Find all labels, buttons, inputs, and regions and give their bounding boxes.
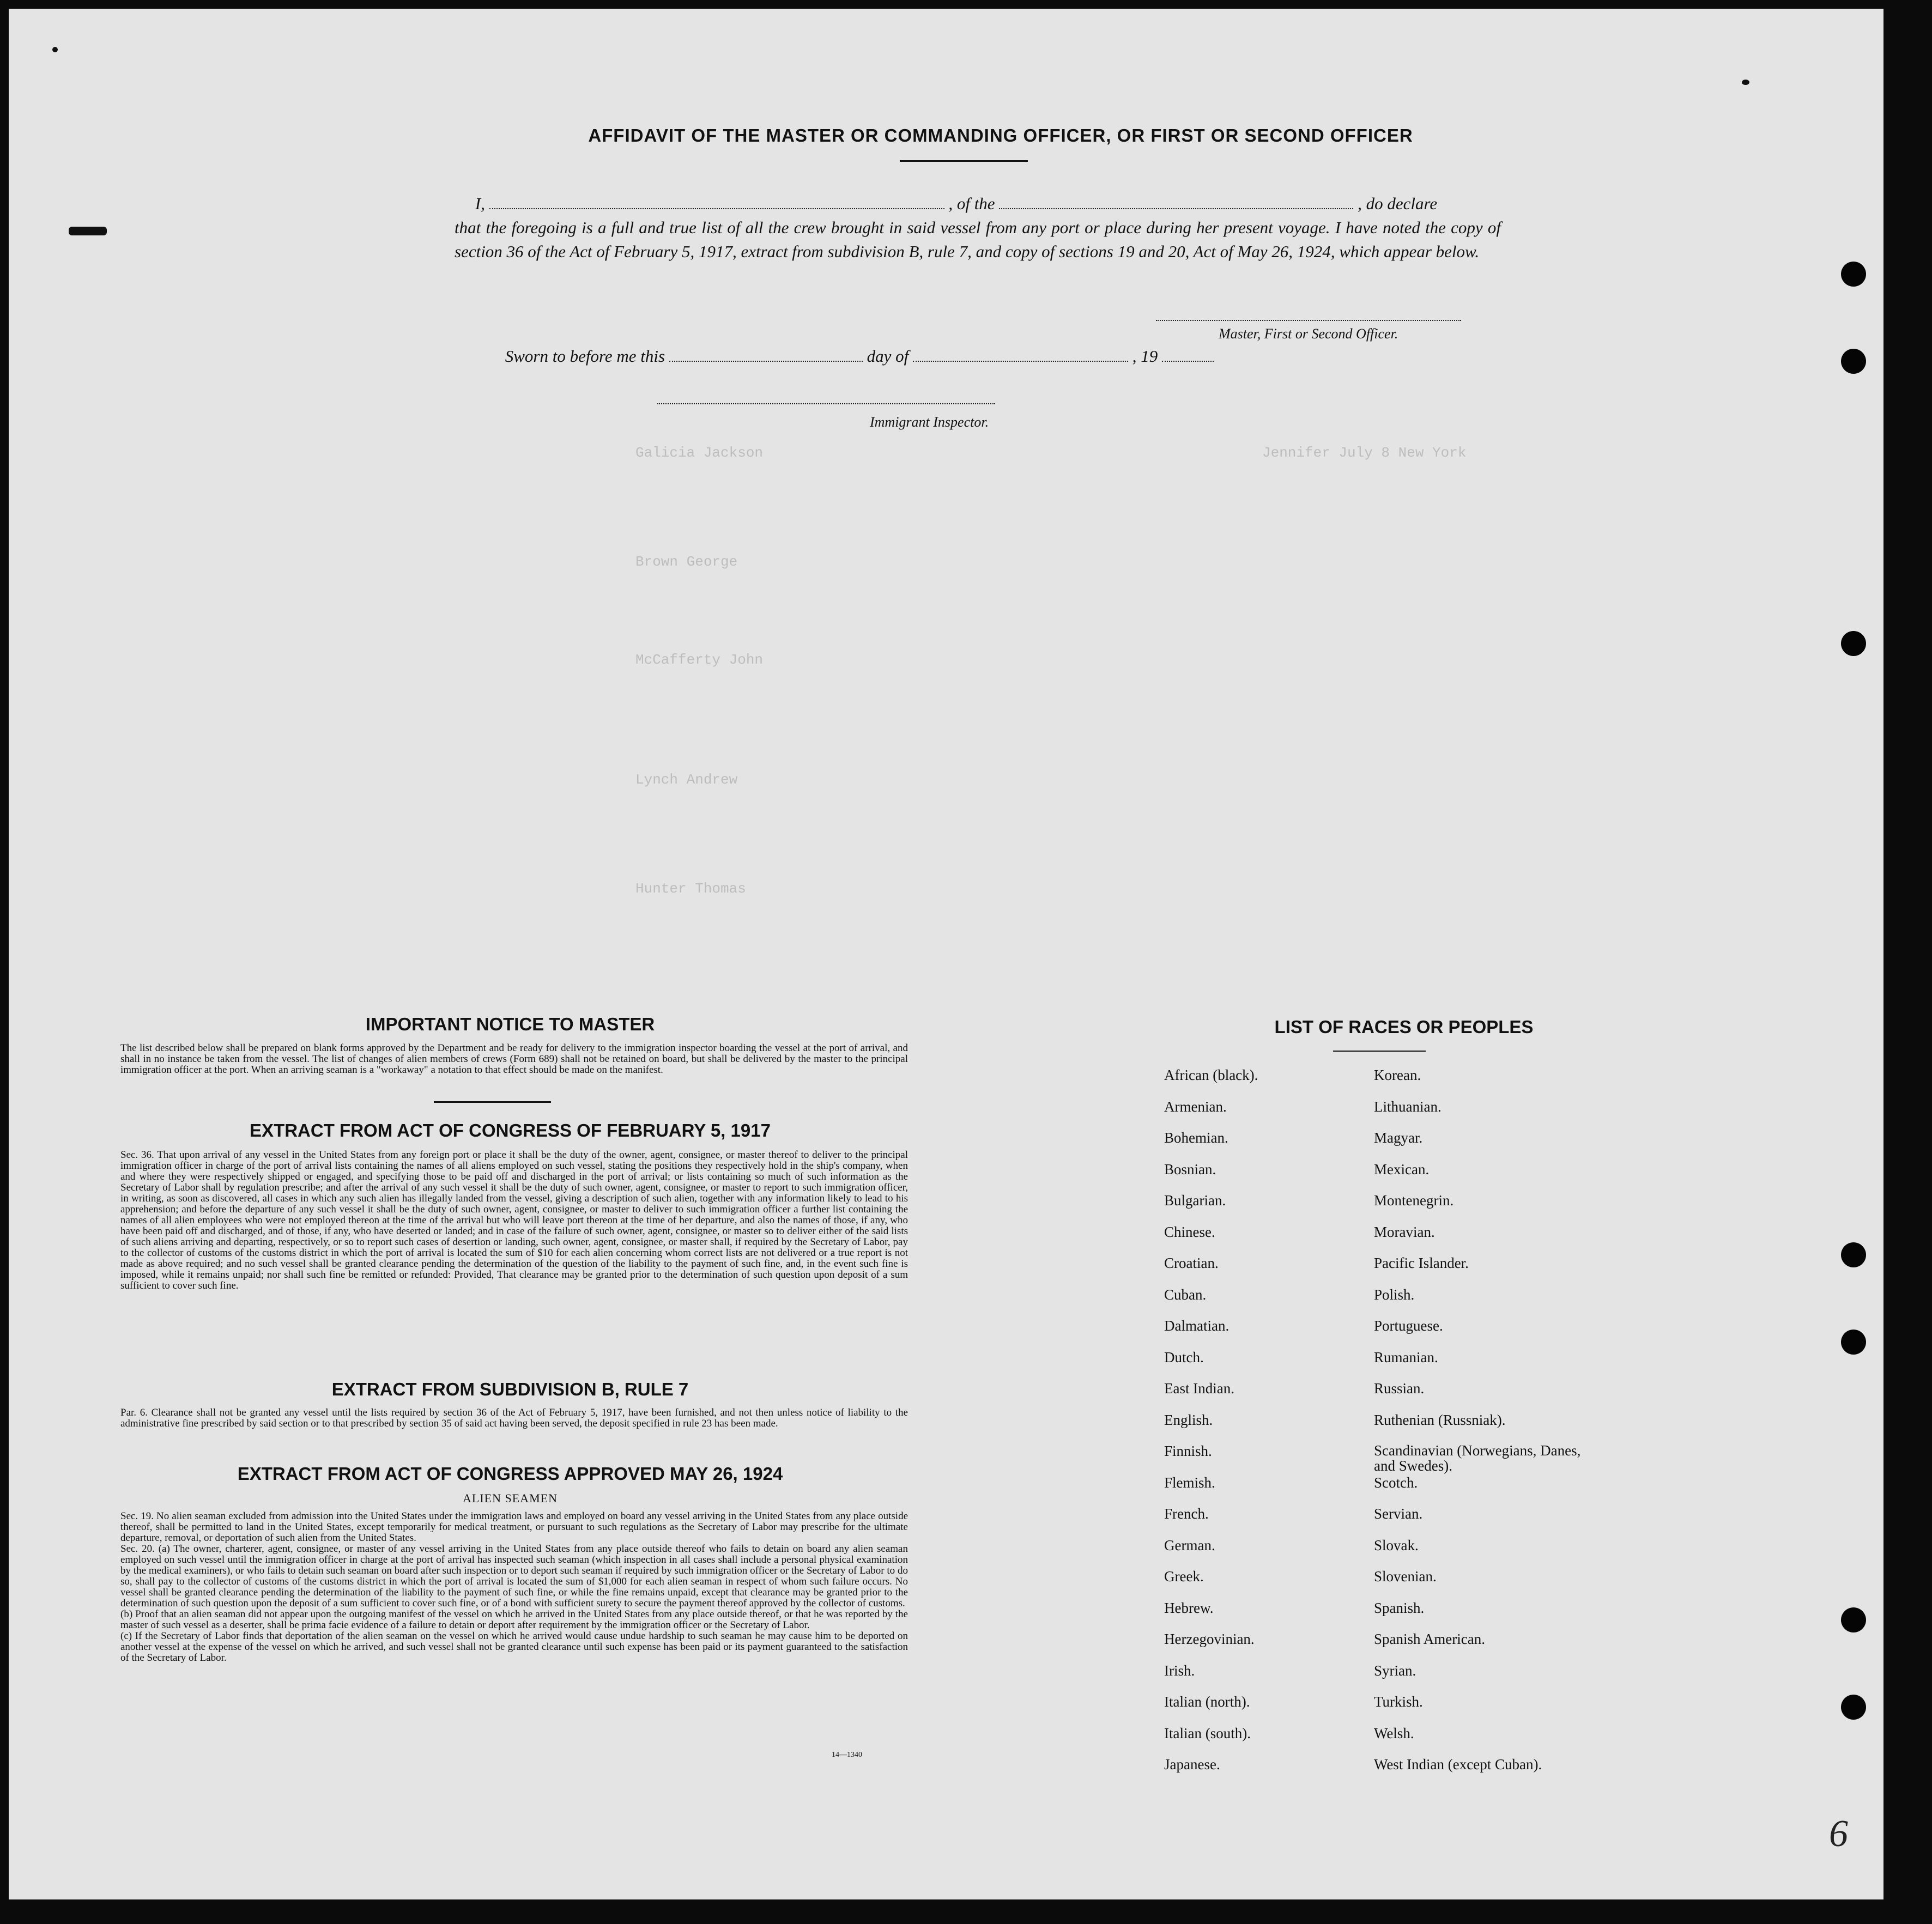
race-item: East Indian.: [1164, 1380, 1234, 1397]
race-item: Moravian.: [1374, 1223, 1435, 1240]
notice-body: The list described below shall be prepared on blank forms approved by the Department and be ready for delivery to the immigration inspector boarding the vessel at the port of arrival, and shall in no instance be taken from the vessel. The list of changes of alien members of crews (Form 689) shall not be retained on board, but shall be delivered by the master to the principal immigration officer at the port. When an arriving seaman is a "workaway" a notation to that effect should be made on the manifest.: [120, 1042, 908, 1076]
race-item: Bosnian.: [1164, 1161, 1216, 1178]
punch-hole: [1841, 631, 1866, 656]
document-page: Galicia Jackson Jennifer July 8 New York Brown George McCafferty John Lynch Andrew Hunter Thomas AFFIDAVIT OF THE MASTER OR COMMANDING OFFICER, OR FIRST OR SECOND OFFICER I, , of the , do declare that the foregoing is a full and true list of all the crew brought in said vessel from any port or place during her present voyage. I have noted the copy of section 36 of the Act of February 5, 1917, extract from subdivision B, rule 7, and copy of sections 19 and 20, Act of May 26, 1924, which appear below. Master, First or Second Officer. Sworn to before me this day of , 19 Immigrant Inspector. IMPORTANT NOTICE TO MASTER The list described below shall be prepared on blank forms approved by the Department and be ready for delivery to the immigration inspector boarding the vessel at the port of arrival, and shall in no instance be taken from the vessel. The list of changes of alien members of crews (Form 689) shall not be retained on board, but shall be delivered by the master to the principal immigration officer at the port. When an arriving seaman is a "workaway" a notation to that effect should be made on the manifest. EXTRACT FROM ACT OF CONGRESS OF FEBRUARY 5, 1917 Sec. 36. That upon arrival of any vessel in the United States from any foreign port or place it shall be the duty of the owner, agent, consignee, or master thereof to deliver to the principal immigration officer in charge of the port of arrival lists containing the names of all aliens employed on such vessel, stating the positions they respectively hold in the ship's company, when and where they were respectively shipped or engaged, and specifying those to be paid off and discharged in the port of arrival; or lists containing so much of such information as the Secretary of Labor shall by regulation prescribe; and after the arrival of any such vessel it shall be the duty of such owner, agent, consignee, or master to report to such immigration officer, in writing, as soon as discovered, all cases in which any such alien has illegally landed from the vessel, giving a description of such alien, together with any information likely to lead to his apprehension; and before the departure of any such vessel it shall be the duty of such owner, agent, consignee, or master to deliver to such immigration officer a further list containing the names of all alien employees who were not employed thereon at the time of the arrival but who will leave port thereon at the time of her departure, and also the names of those, if any, who have been paid off and discharged, and of those, if any, who have deserted or landed; and in case of the failure of such owner, agent, consignee, or master so to deliver either of the said lists of such aliens arriving and departing, respectively, or so to report such cases of desertion or landing, such owner, agent, consignee, or master shall, if required by the Secretary of Labor, pay to the collector of customs of the customs district in which the port of arrival is located the sum of $10 for each alien concerning whom correct lists are not delivered or a true report is not made as above required; and no such vessel shall be granted clearance pending the determination of the question of the liability to the payment of such fine, and, in the event such fine is imposed, while it remains unpaid; nor shall such fine be remitted or refunded: Provided, That clearance may be granted prior to the determination of such question upon deposit of a sum sufficient to cover such fine. EXTRACT FROM SUBDIVISION B, RULE 7 Par. 6. Clearance shall not be granted any vessel until the lists required by section 36 of the Act of February 5, 1917, have been furnished, and not then unless notice of liability to the administrative fine prescribed by said section or to that prescribed by section 35 of said act having been served, the deposit specified in rule 23 has been made. EXTRACT FROM ACT OF CONGRESS APPROVED MAY 26, 1924 ALIEN SEAMEN Sec. 19. No alien seaman excluded from admission into the United States under the immigration laws and employed on board any vessel arriving in the United States from any place outside thereof, shall be permitted to land in the United States, except temporarily for medical treatment, or pursuant to such regulations as the Secretary of Labor may prescribe for the ultimate departure, removal, or deportation of such alien from the United States. Sec. 20. (a) The owner, charterer, agent, consignee, or master of any vessel arriving in the United States from any place outside thereof who fails to detain on board any alien seaman employed on such vessel until the immigration officer in charge at the port of arrival has inspected such seaman (which inspection in all cases shall include a personal physical examination by the medical examiners), or who fails to detain such seaman on board after such inspection or to deport such seaman if required by such immigration officer or the Secretary of Labor to do so, shall pay to the collector of customs of the customs district in which the port of arrival is located the sum of $1,000 for each alien seaman in respect of whom such failure occurs. No vessel shall be granted clearance pending the determination of the liability to the payment of such fine, or while the fine remains unpaid, except that clearance may be granted prior to the determination of such question upon the deposit of a sum sufficient to cover such fine, or of a bond with sufficient surety to secure the payment thereof approved by the collector of customs. (b) Proof that an alien seaman did not appear upon the outgoing manifest of the vessel on which he arrived in the United States from any place outside thereof, or that he was reported by the master of such vessel as a deserter, shall be prima facie evidence of a failure to detain or deport after requirement by the immigration officer or the Secretary of Labor. (c) If the Secretary of Labor finds that deportation of the alien seaman on the vessel on which he arrived would cause undue hardship to such seaman he may cause him to be deported on another vessel at the expense of the vessel on which he arrived, and such vessel shall not be granted clearance until such expense has been paid or its payment guaranteed to the satisfaction of the Secretary of Labor. 14—1340 LIST OF RACES OR PEOPLES African (black). Armenian. Bohemian. Bosnian. Bulgarian. Chinese. Croatian. Cuban. Dalmatian. Dutch. East Indian. English. Finnish. Flemish. French. German. Greek. Hebrew. Herzegovinian. Irish. Italian (north). Italian (south). Japanese. Korean. Lithuanian. Magyar. Mexican. Montenegrin. Moravian. Pacific Islander. Polish. Portuguese. Rumanian. Russian. Ruthenian (Russniak). Scandinavian (Norwegians, Danes, and Swedes). Scotch. Servian. Slovak. Slovenian. Spanish. Spanish American. Syrian. Turkish. Welsh. West Indian (except Cuban). 6: [9, 9, 1883, 1899]
vessel-blank[interactable]: [999, 195, 1353, 209]
race-item: Scandinavian (Norwegians, Danes, and Swedes).: [1374, 1442, 1581, 1474]
race-item: German.: [1164, 1537, 1215, 1553]
affidavit-declaration: [455, 192, 1501, 264]
race-item: Cuban.: [1164, 1286, 1207, 1303]
race-item: Mexican.: [1374, 1161, 1430, 1178]
sworn-day-blank[interactable]: [669, 348, 863, 362]
form-number: 14—1340: [832, 1751, 862, 1759]
race-item: African (black).: [1164, 1067, 1258, 1083]
punch-hole: [1841, 1695, 1866, 1720]
punch-hole: [1841, 1607, 1866, 1632]
races-right-column: [1374, 1067, 1603, 1788]
races-title: LIST OF RACES OR PEOPLES: [1274, 1017, 1534, 1037]
declaration-do-declare: , do declare: [1358, 194, 1438, 213]
sworn-year-blank[interactable]: [1162, 348, 1214, 362]
race-item: Herzegovinian.: [1164, 1631, 1255, 1647]
race-item: Korean.: [1374, 1067, 1421, 1083]
master-signature-line[interactable]: [1156, 320, 1461, 321]
punch-hole: [1841, 1330, 1866, 1355]
title-rule: [900, 160, 1028, 162]
race-item: Montenegrin.: [1374, 1192, 1454, 1209]
race-item: Scotch.: [1374, 1474, 1418, 1491]
subdivision-b-title: EXTRACT FROM SUBDIVISION B, RULE 7: [331, 1379, 689, 1399]
race-item: Pacific Islander.: [1374, 1255, 1469, 1271]
sworn-month-blank[interactable]: [913, 348, 1128, 362]
subdivision-b-body: Par. 6. Clearance shall not be granted any vessel until the lists required by section 36 of the Act of February 5, 1917, have been furnished, and not then unless notice of liability to the administrative fine prescribed by said section or to that prescribed by section 35 of said act having been served, the deposit specified in rule 23 has been made.: [120, 1407, 908, 1429]
race-item: Finnish.: [1164, 1443, 1212, 1459]
sworn-day-of: day of: [867, 347, 909, 366]
race-item: English.: [1164, 1411, 1213, 1428]
scan-speck: [69, 227, 107, 235]
race-item: Bulgarian.: [1164, 1192, 1226, 1209]
punch-hole: [1841, 1242, 1866, 1267]
race-item: Flemish.: [1164, 1474, 1215, 1491]
race-item: Lithuanian.: [1374, 1098, 1442, 1115]
scan-speck: [52, 47, 58, 52]
races-rule: [1333, 1051, 1426, 1052]
race-item: West Indian (except Cuban).: [1374, 1756, 1542, 1773]
race-item: Slovenian.: [1374, 1568, 1437, 1585]
race-item: Armenian.: [1164, 1098, 1227, 1115]
race-item: Servian.: [1374, 1506, 1423, 1522]
punch-hole: [1841, 349, 1866, 374]
declaration-body: that the foregoing is a full and true list of all the crew brought in said vessel from any port or place during her present voyage. I have noted the copy of section 36 of the Act of February 5, 1917, extract from subdivision B, rule 7, and copy of sections 19 and 20, Act of May 26, 1924, which appear below.: [455, 218, 1501, 261]
handwritten-mark: 6: [1829, 1813, 1848, 1855]
section-19: Sec. 19. No alien seaman excluded from admission into the United States under the immigration laws and employed on board any vessel arriving in the United States from any place outside thereof, shall be permitted to land in the United States, except temporarily for medical treatment, or pursuant to such regulations as the Secretary of Labor may prescribe for the ultimate departure, removal, or deportation of such alien from the United States.: [120, 1510, 908, 1544]
master-signature-label: Master, First or Second Officer.: [1219, 326, 1398, 342]
inspector-signature-label: Immigrant Inspector.: [870, 414, 989, 430]
declaration-of-the: , of the: [948, 194, 995, 213]
affidavit-title: AFFIDAVIT OF THE MASTER OR COMMANDING OFFICER, OR FIRST OR SECOND OFFICER: [588, 125, 1413, 145]
race-item: Italian (south).: [1164, 1725, 1251, 1741]
race-item: Portuguese.: [1374, 1318, 1443, 1334]
race-item: Dalmatian.: [1164, 1318, 1230, 1334]
race-item: Spanish American.: [1374, 1631, 1485, 1647]
race-item: Italian (north).: [1164, 1694, 1250, 1710]
name-blank[interactable]: [489, 195, 944, 209]
race-item: Irish.: [1164, 1662, 1195, 1679]
race-item: Dutch.: [1164, 1349, 1204, 1365]
scan-speck: [1742, 80, 1749, 85]
section-20a: Sec. 20. (a) The owner, charterer, agent, consignee, or master of any vessel arriving in the United States from any place outside thereof who fails to detain on board any alien seaman employed on such vessel until the immigration officer in charge at the port of arrival has inspected such seaman (which inspection in all cases shall include a personal physical examination by the medical examiners), or who fails to detain such seaman on board after such inspection or to deport such seaman if required by such immigration officer or the Secretary of Labor to do so, shall pay to the collector of customs of the customs district in which the port of arrival is located the sum of $1,000 for each alien seaman in respect of whom such failure occurs. No vessel shall be granted clearance pending the determination of the liability to the payment of such fine, or while the fine remains unpaid, except that clearance may be granted prior to the determination of such question upon the deposit of a sum sufficient to cover such fine, or of a bond with sufficient surety to secure the payment thereof approved by the collector of customs.: [120, 1543, 908, 1609]
race-item: Spanish.: [1374, 1599, 1425, 1616]
race-item: Polish.: [1374, 1286, 1415, 1303]
extract-1924-title: EXTRACT FROM ACT OF CONGRESS APPROVED MAY 26, 1924: [237, 1464, 783, 1484]
sworn-text: Sworn to before me this: [505, 347, 665, 366]
race-item: Bohemian.: [1164, 1130, 1228, 1146]
sworn-line: [455, 344, 1501, 368]
race-item: Croatian.: [1164, 1255, 1219, 1271]
extract-1917-body: Sec. 36. That upon arrival of any vessel in the United States from any foreign port or place it shall be the duty of the owner, agent, consignee, or master thereof to deliver to the principal immigration officer in charge of the port of arrival lists containing the names of all aliens employed on such vessel, stating the positions they respectively hold in the ship's company, when and where they were respectively shipped or engaged, and specifying those to be paid off and discharged in the port of arrival; or lists containing so much of such information as the Secretary of Labor shall by regulation prescribe; and after the arrival of any such vessel it shall be the duty of such owner, agent, consignee, or master to report to such immigration officer, in writing, as soon as discovered, all cases in which any such alien has illegally landed from the vessel, giving a description of such alien, together with any information likely to lead to his apprehension; and before the departure of any such vessel it shall be the duty of such owner, agent, consignee, or master to deliver to such immigration officer a further list containing the names of all alien employees who were not employed thereon at the time of the arrival but who will leave port thereon at the time of her departure, and also the names of those, if any, who have been paid off and discharged, and of those, if any, who have deserted or landed; and in case of the failure of such owner, agent, consignee, or master so to deliver either of the said lists of such aliens arriving and departing, respectively, or so to report such cases of desertion or landing, such owner, agent, consignee, or master shall, if required by the Secretary of Labor, pay to the collector of customs of the customs district in which the port of arrival is located the sum of $10 for each alien concerning whom correct lists are not delivered or a true report is not made as above required; and no such vessel shall be granted clearance pending the determination of the question of the liability to the payment of such fine, and, in the event such fine is imposed, while it remains unpaid; nor shall such fine be remitted or refunded: Provided, That clearance may be granted prior to the determination of such question upon deposit of a sum sufficient to cover such fine.: [120, 1149, 908, 1291]
extract-1917-title: EXTRACT FROM ACT OF CONGRESS OF FEBRUARY 5, 1917: [250, 1120, 771, 1140]
race-item: Turkish.: [1374, 1694, 1423, 1710]
race-item: Magyar.: [1374, 1130, 1423, 1146]
race-item: French.: [1164, 1506, 1209, 1522]
race-item: Russian.: [1374, 1380, 1425, 1397]
extract-1924-body: [120, 1511, 908, 1664]
race-item: Slovak.: [1374, 1537, 1419, 1553]
inspector-signature-line[interactable]: [657, 403, 995, 404]
sworn-year: , 19: [1132, 347, 1158, 366]
race-item: Syrian.: [1374, 1662, 1416, 1679]
notice-title: IMPORTANT NOTICE TO MASTER: [365, 1014, 655, 1034]
race-item: Hebrew.: [1164, 1599, 1214, 1616]
races-left-column: [1164, 1067, 1258, 1788]
race-item: Welsh.: [1374, 1725, 1414, 1741]
scan-border: [1886, 0, 1932, 1924]
punch-hole: [1841, 262, 1866, 287]
race-item: Chinese.: [1164, 1223, 1215, 1240]
alien-seamen-subtitle: ALIEN SEAMEN: [463, 1491, 558, 1505]
race-item: Japanese.: [1164, 1756, 1220, 1773]
notice-rule: [434, 1101, 551, 1103]
declaration-i: I,: [475, 194, 485, 213]
section-20c: (c) If the Secretary of Labor finds that deportation of the alien seaman on the vessel on which he arrived would cause undue hardship to such seaman he may cause him to be deported on another vessel at the expense of the vessel on which he arrived, and such vessel shall not be granted clearance until such expense has been paid or its payment guaranteed to the satisfaction of the Secretary of Labor.: [120, 1630, 908, 1664]
race-item: Greek.: [1164, 1568, 1204, 1585]
race-item: Rumanian.: [1374, 1349, 1438, 1365]
declaration-line: [455, 192, 1501, 216]
section-20b: (b) Proof that an alien seaman did not appear upon the outgoing manifest of the vessel on which he arrived in the United States from any place outside thereof, or that he was reported by the master of such vessel as a deserter, shall be prima facie evidence of a failure to detain or deport after requirement by the immigration officer or the Secretary of Labor.: [120, 1609, 908, 1631]
race-item: Ruthenian (Russniak).: [1374, 1411, 1506, 1428]
